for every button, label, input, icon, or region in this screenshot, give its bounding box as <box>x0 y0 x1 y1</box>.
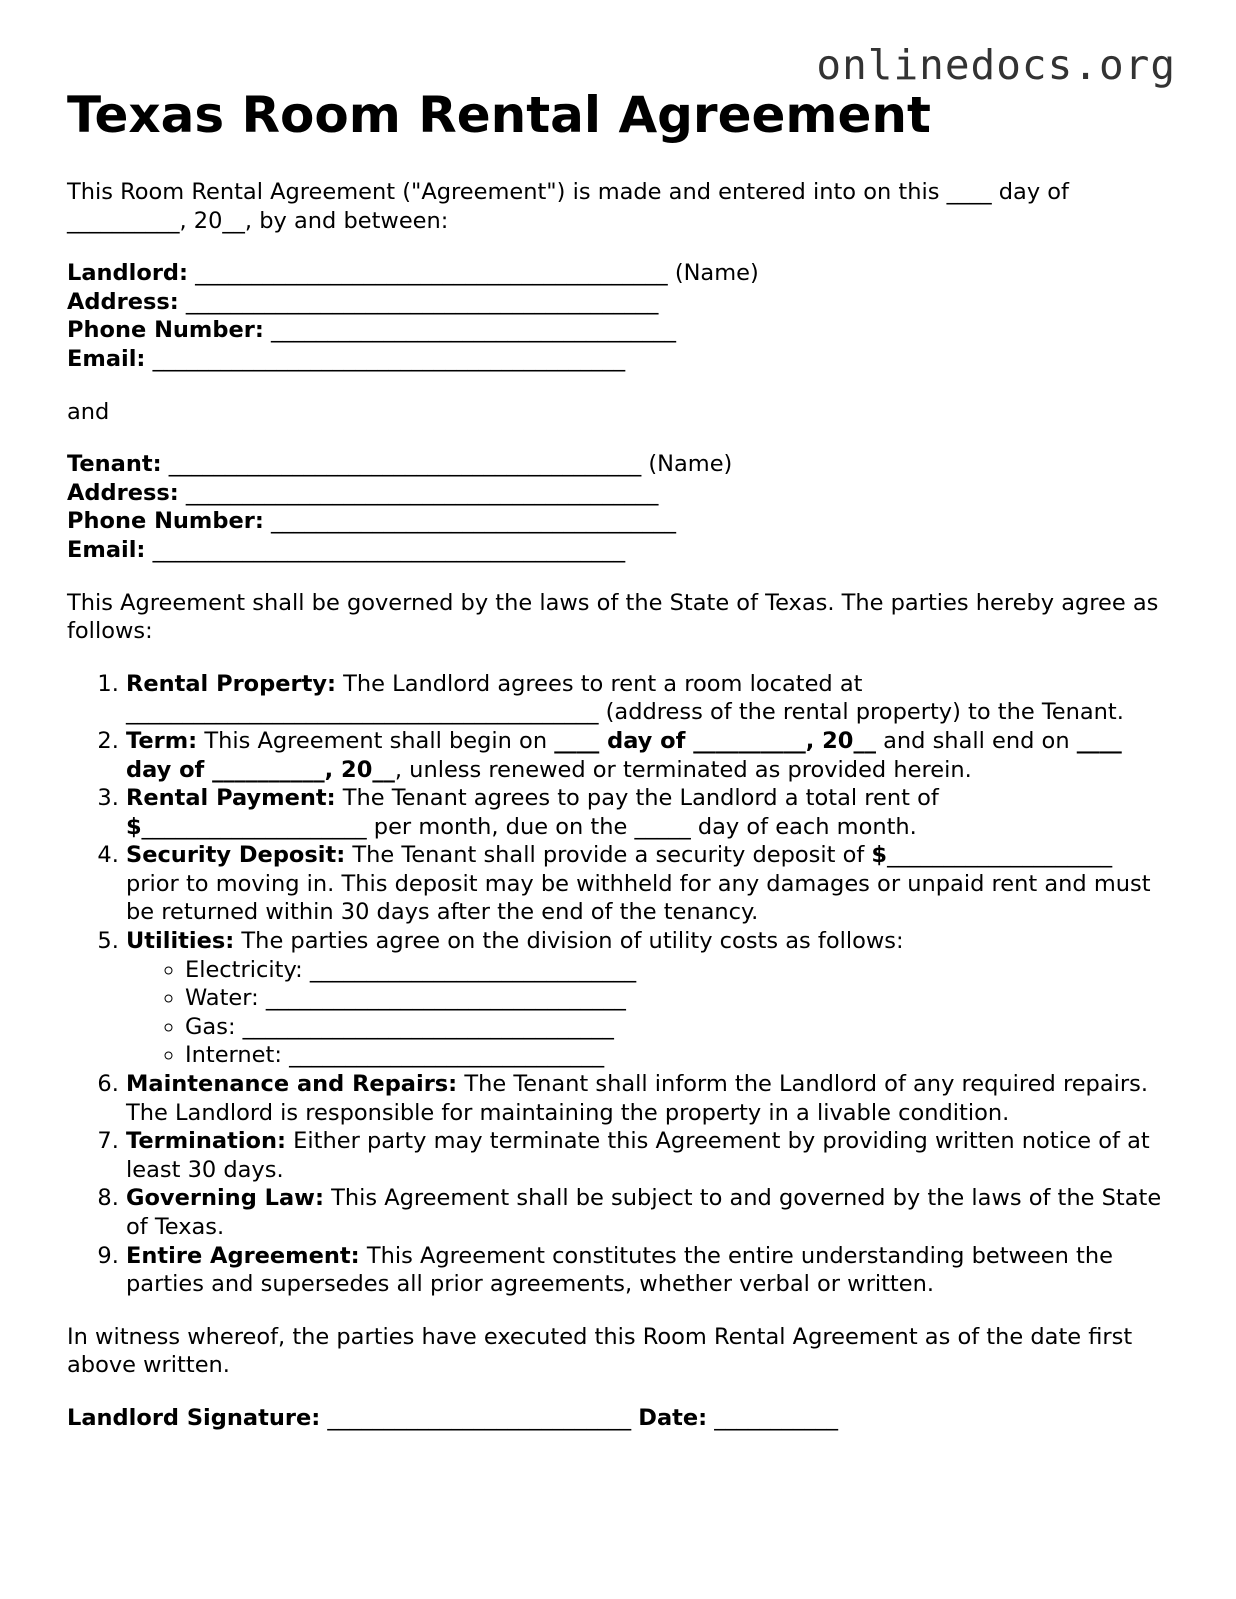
tenant-address-blank: __________________________________________ <box>178 479 659 506</box>
utility-water: ◦ Water: ________________________________ <box>185 984 1167 1013</box>
tenant-name-blank: __________________________________________ (Name) <box>161 451 733 478</box>
clause-text: The Landlord agrees to rent a room located at __________________________________________ (address of the rental property) to the Tenant. <box>126 670 1124 726</box>
landlord-email-label: Email: <box>67 345 146 372</box>
clause-text: The Tenant agrees to pay the Landlord a total rent of <box>335 785 939 812</box>
dollar-sign: $ <box>871 842 888 869</box>
clause-blank: ____ day of __________, 20__ <box>126 727 1122 783</box>
landlord-name-line <box>67 259 1167 288</box>
clause-heading: Termination: <box>126 1128 287 1155</box>
witness-paragraph: In witness whereof, the parties have executed this Room Rental Agreement as of the date first above written. <box>67 1323 1133 1379</box>
clause-termination <box>126 1127 1167 1184</box>
clause-heading: Rental Property: <box>126 670 337 697</box>
tenant-name-line <box>67 450 1167 479</box>
signature-label: Landlord Signature: <box>67 1404 321 1431</box>
landlord-info <box>67 259 1167 373</box>
clause-text: Either party may terminate this Agreement by providing written notice of at least 30 days. <box>126 1128 1150 1183</box>
tenant-info <box>67 450 1167 564</box>
utility-electricity: ◦ Electricity: _____________________________ <box>185 956 1167 985</box>
tenant-email-line <box>67 536 1167 565</box>
signature-blank: ___________________________ <box>320 1404 639 1431</box>
document-title: Texas Room Rental Agreement <box>67 86 931 144</box>
intro-paragraph: This Room Rental Agreement ("Agreement") is made and entered into on this ____ day of __________, 20__, by and between: <box>67 179 1069 234</box>
tenant-name-label: Tenant: <box>67 451 162 478</box>
clause-security-deposit <box>126 841 1167 927</box>
landlord-phone-line <box>67 316 1167 345</box>
utility-internet: ◦ Internet: ____________________________ <box>185 1041 1167 1070</box>
tenant-email-label: Email: <box>67 536 146 563</box>
landlord-address-line <box>67 288 1167 317</box>
clause-text: , unless renewed or terminated as provided herein. <box>394 756 972 783</box>
signature-line <box>67 1404 1167 1433</box>
governing-paragraph: This Agreement shall be governed by the laws of the State of Texas. The parties hereby agree as follows: <box>67 589 1159 645</box>
clauses-list <box>67 670 1167 1299</box>
landlord-email-line <box>67 345 1167 374</box>
clause-rental-property <box>126 670 1167 727</box>
tenant-phone-label: Phone Number: <box>67 508 264 535</box>
clause-heading: Rental Payment: <box>126 785 336 812</box>
landlord-name-blank: __________________________________________ (Name) <box>188 260 759 287</box>
landlord-address-blank: __________________________________________ <box>178 288 659 315</box>
clause-heading: Security Deposit: <box>126 842 346 869</box>
landlord-email-blank: __________________________________________ <box>145 345 626 372</box>
tenant-address-line <box>67 479 1167 508</box>
clause-heading: Governing Law: <box>126 1185 324 1212</box>
and-text: and <box>67 398 110 425</box>
clause-rental-payment <box>126 784 1167 841</box>
tenant-email-blank: __________________________________________ <box>145 536 626 563</box>
clause-heading: Term: <box>126 727 198 754</box>
clause-text: The Tenant shall inform the Landlord of any required repairs. The Landlord is responsible for maintaining the property in a livable condition. <box>126 1071 1149 1126</box>
clause-blank: ____ day of __________, 20__ <box>554 727 876 754</box>
dollar-sign: $ <box>126 813 142 840</box>
watermark: onlinedocs.org <box>816 41 1176 89</box>
clause-term <box>126 727 1167 784</box>
landlord-address-label: Address: <box>67 288 179 315</box>
clause-heading: Utilities: <box>126 928 235 955</box>
landlord-phone-label: Phone Number: <box>67 317 264 344</box>
date-blank: ___________ <box>707 1404 839 1431</box>
landlord-phone-blank: ____________________________________ <box>263 317 676 344</box>
clause-entire-agreement <box>126 1242 1167 1299</box>
clause-text: and shall end on <box>875 727 1077 754</box>
tenant-phone-blank: ____________________________________ <box>263 508 676 535</box>
tenant-address-label: Address: <box>67 479 179 506</box>
tenant-phone-line <box>67 507 1167 536</box>
clause-text: This Agreement constitutes the entire understanding between the parties and supersedes all prior agreements, whether verbal or written. <box>126 1242 1113 1298</box>
clause-heading: Entire Agreement: <box>126 1242 360 1269</box>
clause-text: This Agreement shall be subject to and governed by the laws of the State of Texas. <box>126 1185 1162 1240</box>
utilities-list <box>126 956 1167 1070</box>
clause-text: ____________________ prior to moving in. This deposit may be withheld for any damages or unpaid rent and must be returned within 30 days after the end of the tenancy. <box>126 842 1151 926</box>
clause-text: ____________________ per month, due on the _____ day of each month. <box>141 813 917 840</box>
clause-text: The parties agree on the division of utility costs as follows: <box>234 928 904 955</box>
document-page <box>67 84 1167 1433</box>
clause-governing-law <box>126 1184 1167 1241</box>
date-label: Date: <box>638 1404 708 1431</box>
utility-gas: ◦ Gas: _________________________________ <box>185 1013 1167 1042</box>
clause-text: The Tenant shall provide a security deposit of <box>345 842 872 869</box>
landlord-name-label: Landlord: <box>67 260 189 287</box>
clause-utilities <box>126 927 1167 1070</box>
clause-text: This Agreement shall begin on <box>197 727 555 754</box>
clause-maintenance <box>126 1070 1167 1127</box>
clause-heading: Maintenance and Repairs: <box>126 1071 458 1098</box>
